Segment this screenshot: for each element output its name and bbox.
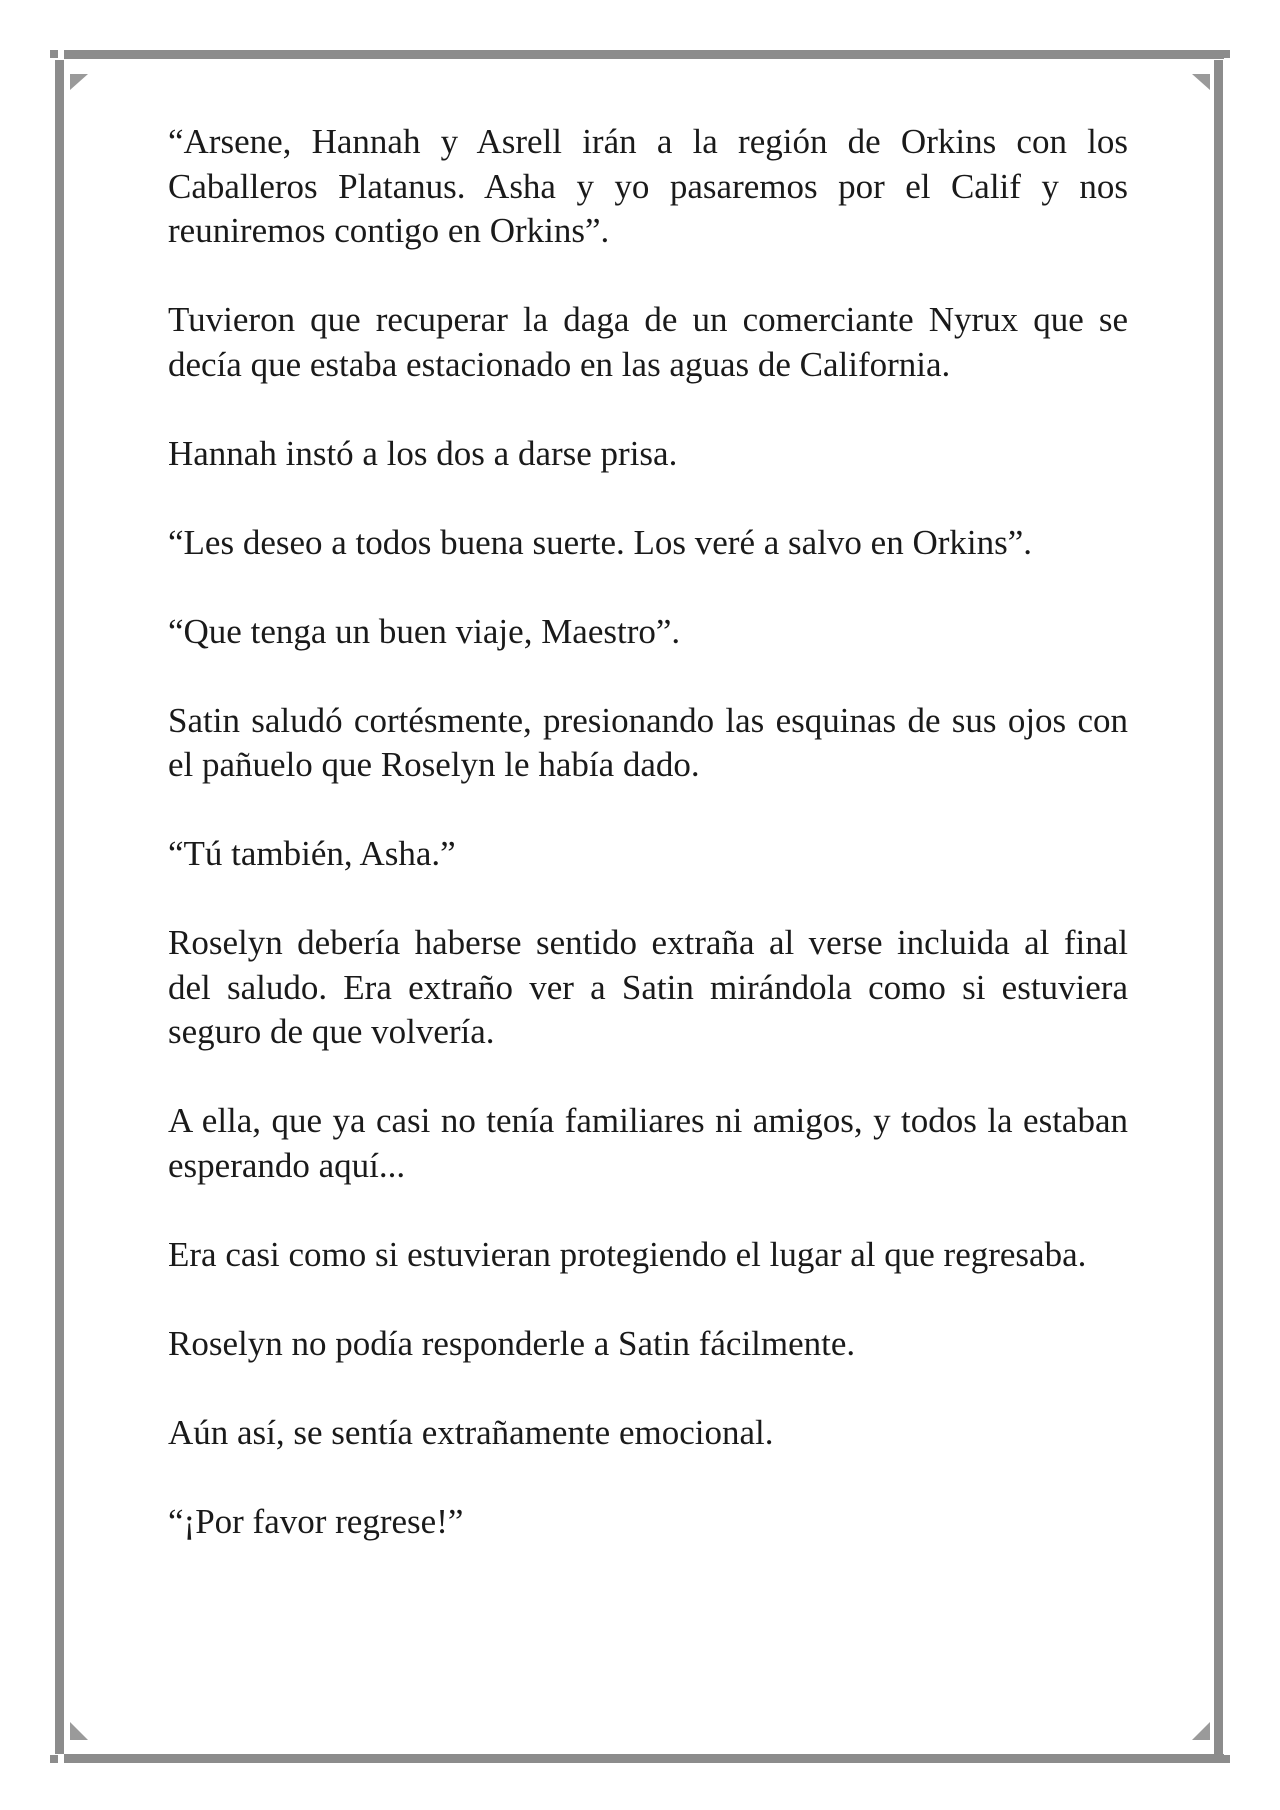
paragraph: “¡Por favor regrese!”: [168, 1501, 464, 1541]
paragraph: A ella, que ya casi no tenía familiares ni amigos, y todos la estaban esperando aquí...: [168, 1101, 1128, 1185]
paragraph: Era casi como si estuvieran protegiendo el lugar al que regresaba.: [168, 1234, 1087, 1274]
paragraph: Hannah instó a los dos a darse prisa.: [168, 433, 678, 473]
paragraph: Tuvieron que recuperar la daga de un comerciante Nyrux que se decía que estaba estacionado en las aguas de California.: [168, 300, 1128, 384]
paragraph: Satin saludó cortésmente, presionando las esquinas de sus ojos con el pañuelo que Roselyn le había dado.: [168, 700, 1128, 784]
paragraph: Roselyn debería haberse sentido extraña al verse incluida al final del saludo. Era extraño ver a Satin mirándola como si estuviera seguro de que volvería.: [168, 923, 1128, 1051]
paragraph: “Tú también, Asha.”: [168, 834, 456, 873]
paragraph: Roselyn no podía responderle a Satin fácilmente.: [168, 1323, 856, 1363]
paragraph: “Les deseo a todos buena suerte. Los veré a salvo en Orkins”.: [168, 522, 1033, 562]
body-text: [168, 120, 1128, 1589]
paragraph: Aún así, se sentía extrañamente emocional.: [168, 1412, 774, 1452]
paragraph: “Arsene, Hannah y Asrell irán a la región de Orkins con los Caballeros Platanus. Asha y yo pasaremos por el Calif y nos reuniremos contigo en Orkins”.: [168, 122, 1128, 250]
paragraph: “Que tenga un buen viaje, Maestro”.: [168, 611, 681, 651]
